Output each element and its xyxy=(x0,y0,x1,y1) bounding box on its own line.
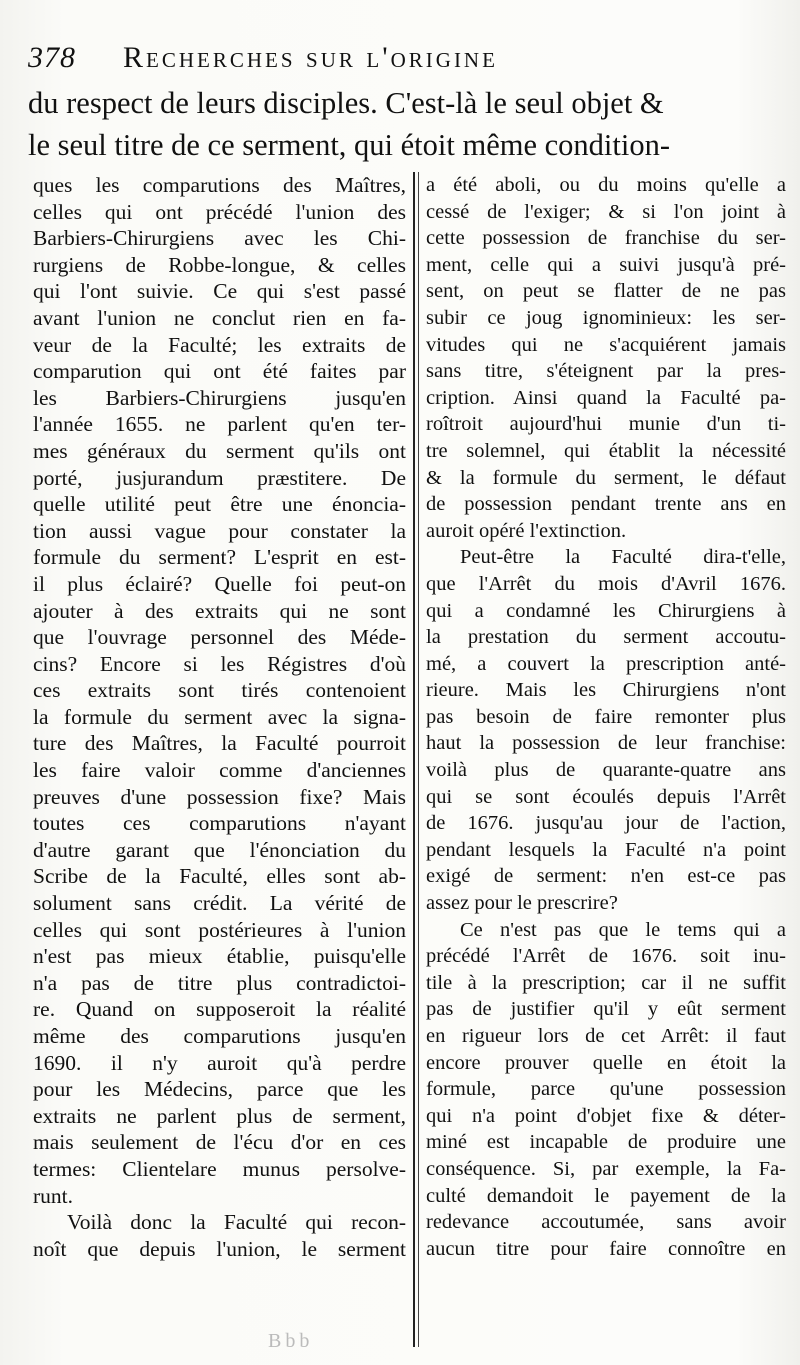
text-line: qui n'a point d'objet fixe & déter- xyxy=(426,1104,786,1127)
text-line: qui a condamné les Chirurgiens à xyxy=(426,599,786,622)
text-line: ture des Maîtres, la Faculté pourroit xyxy=(33,731,406,756)
intro-line: du respect de leurs disciples. C'est-là le seul objet & xyxy=(28,86,664,120)
text-line: pour les Médecins, parce que les xyxy=(33,1077,406,1102)
signature-mark: Bbb xyxy=(268,1330,314,1352)
column-rule-inner xyxy=(418,172,419,1347)
text-line: la prestation du serment accoutu- xyxy=(426,626,786,649)
text-line: porté, jusjurandum præstitere. De xyxy=(33,465,406,490)
text-line: mé, a couvert la prescription anté- xyxy=(426,652,786,675)
text-line: cription. Ainsi quand la Faculté pa- xyxy=(426,386,786,409)
text-line: voilà plus de quarante-quatre ans xyxy=(426,759,786,782)
text-line: conséquence. Si, par exemple, la Fa- xyxy=(426,1157,786,1180)
intro-line: le seul titre de ce serment, qui étoit même condition- xyxy=(28,128,670,162)
text-line: aucun titre pour faire connoître en xyxy=(426,1237,786,1260)
text-line: miné est incapable de produire une xyxy=(426,1131,786,1154)
text-line: ces extraits sont tirés contenoient xyxy=(33,678,406,703)
text-line: toutes ces comparutions n'ayant xyxy=(33,811,406,836)
text-line: comparution qui ont été faites par xyxy=(33,359,406,384)
running-head xyxy=(28,40,788,76)
text-line: rieure. Mais les Chirurgiens n'ont xyxy=(426,679,786,702)
text-line: auroit opéré l'extinction. xyxy=(426,519,627,542)
intro-paragraph xyxy=(28,82,768,166)
text-line: ajouter à des extraits qui ne sont xyxy=(33,598,406,623)
text-line: Peut-être la Faculté dira-t'elle, xyxy=(460,546,786,569)
right-column xyxy=(426,172,786,1262)
text-line: exigé de serment: n'en est-ce pas xyxy=(426,865,786,888)
text-line: Voilà donc la Faculté qui recon- xyxy=(67,1210,406,1235)
text-line: d'autre garant que l'énonciation du xyxy=(33,837,406,862)
text-line: roîtroit aujourd'hui munie d'un ti- xyxy=(426,413,786,436)
text-line: la formule du serment avec la signa- xyxy=(33,704,406,729)
text-line: tile à la prescription; car il ne suffit xyxy=(426,971,786,994)
text-line: rurgiens de Robbe-longue, & celles xyxy=(33,252,406,277)
text-line: de 1676. jusqu'au jour de l'action, xyxy=(426,812,786,835)
text-line: qui se sont écoulés depuis l'Arrêt xyxy=(426,785,786,808)
text-line: tion aussi vague pour constater la xyxy=(33,518,406,543)
text-line: Barbiers-Chirurgiens avec les Chi- xyxy=(33,226,406,251)
text-line: celles qui sont postérieures à l'union xyxy=(33,917,406,942)
text-line: avant l'union ne conclut rien en fa- xyxy=(33,305,406,330)
text-line: veur de la Faculté; les extraits de xyxy=(33,332,406,357)
text-line: pendant lesquels la Faculté n'a point xyxy=(426,838,786,861)
running-title: Recherches sur l'origine xyxy=(123,41,498,74)
text-line: qui l'ont suivie. Ce qui s'est passé xyxy=(33,279,406,304)
text-line: même des comparutions jusqu'en xyxy=(33,1024,406,1048)
text-line: pas de justifier qu'il y eût serment xyxy=(426,998,786,1021)
page-number: 378 xyxy=(28,41,76,74)
text-line: formule, parce qu'une possession xyxy=(426,1078,786,1101)
text-line: re. Quand on supposeroit la réalité xyxy=(33,997,406,1022)
text-line: que l'Arrêt du mois d'Avril 1676. xyxy=(426,572,786,595)
text-line: cette possession de franchise du ser- xyxy=(426,227,786,250)
text-line: haut la possession de leur franchise: xyxy=(426,732,786,755)
text-line: pas besoin de faire remonter plus xyxy=(426,705,786,728)
text-line: n'est pas mieux établie, puisqu'elle xyxy=(33,944,406,969)
text-line: noît que depuis l'union, le serment xyxy=(33,1236,406,1261)
text-line: cins? Encore si les Régistres d'où xyxy=(33,651,406,676)
text-line: mes généraux du serment qu'ils ont xyxy=(33,438,406,463)
text-line: que l'ouvrage personnel des Méde- xyxy=(33,625,406,650)
text-line: Ce n'est pas que le tems qui a xyxy=(460,918,786,941)
text-line: tre solemnel, qui établit la nécessité xyxy=(426,439,786,462)
text-line: 1690. il n'y auroit qu'à perdre xyxy=(33,1050,406,1075)
text-line: mais seulement de l'écu d'or en ces xyxy=(33,1130,406,1155)
text-line: précédé l'Arrêt de 1676. soit inu- xyxy=(426,945,786,968)
text-line: culté demandoit le payement de la xyxy=(426,1184,786,1207)
text-line: cessé de l'exiger; & si l'on joint à xyxy=(426,200,786,223)
text-line: Scribe de la Faculté, elles sont ab- xyxy=(33,864,406,889)
text-line: les faire valoir comme d'anciennes xyxy=(33,758,406,783)
column-rule xyxy=(413,172,415,1347)
left-column xyxy=(33,172,406,1262)
text-line: assez pour le prescrire? xyxy=(426,892,618,915)
text-line: termes: Clientelare munus persolve- xyxy=(33,1156,406,1181)
text-line: l'année 1655. ne parlent qu'en ter- xyxy=(33,412,406,437)
text-line: preuves d'une possession fixe? Mais xyxy=(33,784,406,809)
text-line: redevance accoutumée, sans avoir xyxy=(426,1211,786,1234)
text-line: sans titre, s'éteignent par la pres- xyxy=(426,360,786,383)
text-line: celles qui ont précédé l'union des xyxy=(33,199,406,224)
text-line: a été aboli, ou du moins qu'elle a xyxy=(426,174,786,196)
text-line: sent, on peut se flatter de ne pas xyxy=(426,280,786,303)
text-line: solument sans crédit. La vérité de xyxy=(33,891,406,916)
text-line: quelle utilité peut être une énoncia- xyxy=(33,492,406,517)
text-line: n'a pas de titre plus contradictoi- xyxy=(33,970,406,995)
text-line: encore prouver quelle en étoit la xyxy=(426,1051,786,1074)
text-line: en rigueur lors de cet Arrêt: il faut xyxy=(426,1025,786,1047)
text-line: il plus éclairé? Quelle foi peut-on xyxy=(33,571,406,596)
text-line: ques les comparutions des Maîtres, xyxy=(33,173,406,197)
text-line: runt. xyxy=(33,1183,74,1208)
text-line: extraits ne parlent plus de serment, xyxy=(33,1103,406,1128)
text-line: subir ce joug ignominieux: les ser- xyxy=(426,306,786,329)
text-line: les Barbiers-Chirurgiens jusqu'en xyxy=(33,385,406,410)
text-line: & la formule du serment, le défaut xyxy=(426,466,786,489)
text-line: de possession pendant trente ans en xyxy=(426,493,786,516)
text-line: vitudes qui ne s'acquiérent jamais xyxy=(426,333,786,356)
text-line: formule du serment? L'esprit en est- xyxy=(33,545,406,570)
text-line: ment, celle qui a suivi jusqu'à pré- xyxy=(426,253,786,276)
